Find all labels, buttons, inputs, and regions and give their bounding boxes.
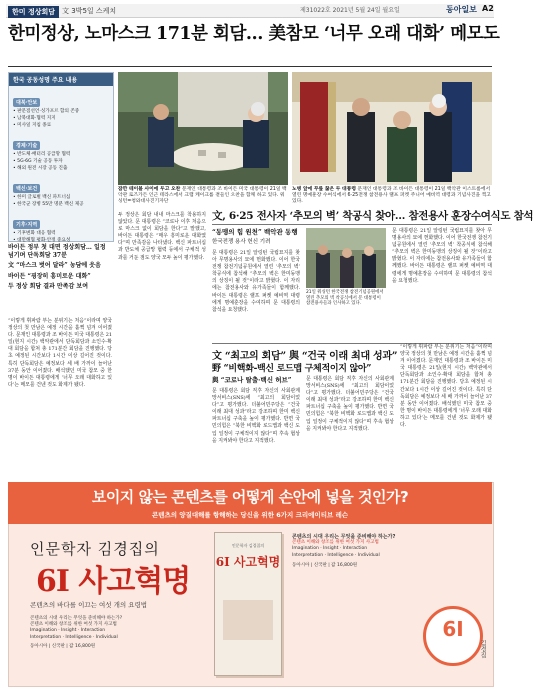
- lunch-caption-title: 잠깐 테이블 사이에 두고 오찬: [118, 187, 181, 192]
- summary-item: • 한국군 장병 55만 명분 백신 제공: [13, 202, 84, 207]
- main-headline: 한미정상, 노마스크 171분 회담… 美참모 ‘너무 오래 대화’ 메모도: [8, 24, 500, 44]
- war-mini-head-1: “동맹의 힘 원천” 백악관 동행: [212, 228, 298, 236]
- lead-line: 두 정상 회담 결과 만족감 보여: [8, 282, 88, 290]
- book-cover-author: 인문학자 김경집의: [231, 543, 265, 548]
- book-side-tag: 김경집: [479, 640, 486, 658]
- page-number: A2: [482, 4, 494, 13]
- war-mini-head-2: 한국전쟁 용사 헌신 기려: [212, 239, 271, 245]
- book-detail-line: 콘텐츠 이해와 창조를 위한 여섯 가지 사고법: [30, 622, 117, 628]
- book-cover-art: [223, 600, 273, 640]
- book-badge-text: 6I: [442, 617, 464, 641]
- ad-right-line: Interpretation · Intelligence · Individual: [292, 552, 380, 558]
- summary-item: • 기후변화 대응 협력: [13, 231, 56, 236]
- section-tag: 한미 정상회담: [8, 6, 59, 18]
- summary-section: [13, 211, 109, 244]
- lunch-photo-image: [118, 72, 288, 185]
- ad-title: 보이지 않는 콘텐츠를 어떻게 손안에 넣을 것인가?: [91, 488, 409, 506]
- summit-body-2: 문 대통령은 회담 직후 자신의 사회관계망서비스(SNS)에 “최고의 회담이었다”고 평가했다. 더불어민주당은 “건국 이래 최대 성과”라고 강조하며 한미 백신 파트너십 구축을 높이 평가했다. 반면 국민의힘은 “북한 비핵화 로드맵과 백신 도입 일정이 구체적이지 않다”며 후속 협상을 지켜봐야 한다고 지적했다.: [306, 376, 394, 432]
- summit-mini-head: 與 “코로나 탈출·백신 허브”: [212, 376, 292, 384]
- summary-section: [13, 132, 109, 172]
- war-memorial-headline: 文, 6·25 전사자 ‘추모의 벽’ 착공식 찾아… 참전용사 훈장수여식도 참석: [212, 210, 533, 222]
- summary-item: • 판문점선언·싱가포르 합의 존중: [13, 109, 80, 114]
- paper-name: 동아일보: [446, 4, 477, 14]
- book-detail-line: Imagination · Insight · Interaction: [30, 628, 106, 634]
- ad-right-text: [292, 534, 420, 569]
- summary-title: 한국 공동성명 주요 내용: [9, 73, 113, 86]
- summit-headline: 文 “최고의 회담” 與 “건국 이래 최대 성과”: [212, 351, 398, 362]
- ad-subtitle: 콘텐츠의 양질대해를 항해하는 당신을 위한 6가지 크리에이티브 레슨: [151, 511, 349, 519]
- memorial-photo: [306, 228, 386, 288]
- issue-info: 제31022호 2021년 5월 24일 월요일: [300, 7, 400, 14]
- book-author-line: 인문학자 김경집의: [30, 540, 160, 558]
- summary-item: • 한미 글로벌 백신 파트너십: [13, 195, 71, 200]
- award-photo-caption: [292, 187, 492, 205]
- summary-item: • 해외 원전 시장 공동 진출: [13, 166, 68, 171]
- book-cover: [214, 532, 282, 676]
- memorial-photo-caption: 21일 워싱턴 한국전쟁 참전기념공원에서 열린 추모의 벽 착공식에서 문 대통령이 참전용사들과 인사하고 있다.: [306, 290, 384, 307]
- summary-item: • 5G·6G 기술 공동 투자: [13, 159, 63, 164]
- war-headline-rule: [212, 224, 492, 225]
- book-cover-title: 6I 사고혁명: [215, 555, 281, 569]
- main-article-body-1: “이렇게 휘파람 부는 분위기는 처음”이라며 양국 정상의 첫 만남은 예정 시간을 훌쩍 넘겨 이어졌다. 문재인 대통령과 조 바이든 미국 대통령은 21일(현지 시간) 백악관에서 단독회담과 소인수·확대 회담을 합쳐 총 171분간 회담을 진행했다. 당초 예정된 시간보다 1시간 이상 길어진 것이다. 특히 단독회담은 예정보다 세 배 가까이 늘어난 37분 동안 이어졌다. 배석했던 미국 참모 중 한 명이 바이든 대통령에게 ‘너무 오래 대화하고 있다’는 메모를 건넨 것도 화제가 됐다.: [8, 318, 112, 388]
- summary-item: • 남북대화·협력 지지: [13, 116, 56, 121]
- ad-right-line: Imagination · Insight · Interaction: [292, 546, 368, 552]
- lunch-caption-text: 문재인 대통령과 조 바이든 미국 대통령이 21일 백악관 로즈가든 인근 테라스에서 크랩 케이크를 곁들인 오찬을 함께 하고 있다. 워싱턴=청와대사진기자단: [118, 187, 287, 204]
- book-details: [30, 616, 240, 650]
- summary-label: 대북·안보: [13, 98, 40, 107]
- lunch-photo: [118, 72, 288, 185]
- headline-rule: [8, 66, 492, 67]
- main-article-lead: [8, 244, 112, 291]
- memorial-photo-image: [306, 228, 386, 288]
- lead-line: 바이든 “굉장히 흥미로운 대화”: [8, 272, 91, 280]
- ad-right-line: 콘텐츠의 시대 우리는 무엇을 준비해야 하는가?: [292, 534, 396, 540]
- lead-line: 바이든 정부 첫 대면 정상회담… 일정 넘기며 단독회담 37분: [8, 244, 106, 260]
- book-detail-line: Interpretation · Intelligence · Individual: [30, 634, 118, 640]
- war-article-body: 문 대통령은 21일 알링턴 국립묘지를 찾아 무명용사의 묘에 헌화했다. 이어 한국전쟁 참전기념공원에서 열린 ‘추모의 벽’ 착공식에 참석해 “추모의 벽은 한미동맹의 상징이 될 것”이라고 밝혔다. 이 자리에는 참전용사와 유가족들이 함께했다. 바이든 대통령은 랠프 퍼켓 예비역 대령에게 명예훈장을 수여하며 문 대통령의 참석을 요청했다.: [212, 250, 300, 313]
- summary-section: [13, 89, 109, 129]
- lead-line: 文 “마스크 벗어 달라” 농담에 웃음: [8, 262, 101, 270]
- summary-label: 기후·지역: [13, 220, 40, 229]
- book-description: 콘텐츠의 바다를 이끄는 여섯 개의 요령법: [30, 601, 148, 609]
- summary-box: [8, 72, 114, 242]
- summary-label: 경제·기술: [13, 141, 40, 150]
- award-caption-text: 문재인 대통령과 조 바이든 대통령이 21일 백악관 이스트룸에서 열린 명예훈장 수여식에서 6·25전쟁 참전용사 랠프 퍼켓 주니어 예비역 대령과 기념사진을 찍고 있다.: [292, 187, 491, 204]
- summary-item: • 대만해협 평화·안정 중요성: [13, 238, 71, 243]
- subsection-tag: 文 3박5일 스케치: [62, 7, 117, 15]
- summary-label: 백신·보건: [13, 184, 40, 193]
- award-photo: [292, 72, 492, 185]
- book-publisher: 동아시아 | 신국판 | 값 16,800원: [30, 643, 96, 649]
- award-photo-image: [292, 72, 492, 185]
- ad-right-line: 콘텐츠 이해와 창조를 위한 여섯 가지 사고법: [292, 540, 379, 546]
- lunch-photo-caption: [118, 187, 288, 205]
- ad-right-publisher: 동아시아 | 신국판 | 값 16,800원: [292, 562, 358, 568]
- book-detail-line: 콘텐츠의 시대 우리는 무엇을 준비해야 하는가?: [30, 616, 123, 621]
- award-caption-title: 노병 앞에 무릎 꿇은 두 대통령: [292, 187, 356, 192]
- book-title-large: 6I 사고혁명: [36, 564, 191, 599]
- summit-body-1: 문 대통령은 회담 직후 자신의 사회관계망서비스(SNS)에 “최고의 회담이었다”고 평가했다. 더불어민주당은 “건국 이래 최대 성과”라고 강조하며 한미 백신 파트너십 구축을 높이 평가했다. 반면 국민의힘은 “북한 비핵화 로드맵과 백신 도입 일정이 구체적이지 않다”며 후속 협상을 지켜봐야 한다고 지적했다.: [212, 388, 300, 444]
- summit-body-3: “이렇게 휘파람 부는 분위기는 처음”이라며 양국 정상의 첫 만남은 예정 시간을 훌쩍 넘겨 이어졌다. 문재인 대통령과 조 바이든 미국 대통령은 21일(현지 시간) 백악관에서 단독회담과 소인수·확대 회담을 합쳐 총 171분간 회담을 진행했다. 당초 예정된 시간보다 1시간 이상 길어진 것이다. 특히 단독회담은 예정보다 세 배 가까이 늘어난 37분 동안 이어졌다. 배석했던 미국 참모 중 한 명이 바이든 대통령에게 ‘너무 오래 대화하고 있다’는 메모를 건넨 것도 화제가 됐다.: [400, 344, 492, 429]
- summit-subhead: 野 “비핵화-백신 로드맵 구체적이지 않아”: [212, 364, 372, 374]
- summary-item: • 미사일 지침 종료: [13, 123, 52, 128]
- summary-section: [13, 175, 109, 208]
- main-article-body-2: 두 정상은 회담 내내 마스크를 착용하지 않았다. 문 대통령은 “코로나 이후 처음으로 마스크 없이 회담을 한다”고 말했고, 바이든 대통령은 “매우 흥미로운 대화였다”며 만족감을 나타냈다. 백신 파트너십과 반도체 공급망 협력 등에서 구체적 성과를 거둔 점도 양국 모두 높이 평가했다.: [118, 212, 206, 261]
- summary-item: • 반도체·배터리 공급망 협력: [13, 152, 71, 157]
- war-article-body-cont: 문 대통령은 21일 알링턴 국립묘지를 찾아 무명용사의 묘에 헌화했다. 이어 한국전쟁 참전기념공원에서 열린 ‘추모의 벽’ 착공식에 참석해 “추모의 벽은 한미동맹의 상징이 될 것”이라고 밝혔다. 이 자리에는 참전용사와 유가족들이 함께했다. 바이든 대통령은 랠프 퍼켓 예비역 대령에게 명예훈장을 수여하며 문 대통령의 참석을 요청했다.: [392, 228, 492, 284]
